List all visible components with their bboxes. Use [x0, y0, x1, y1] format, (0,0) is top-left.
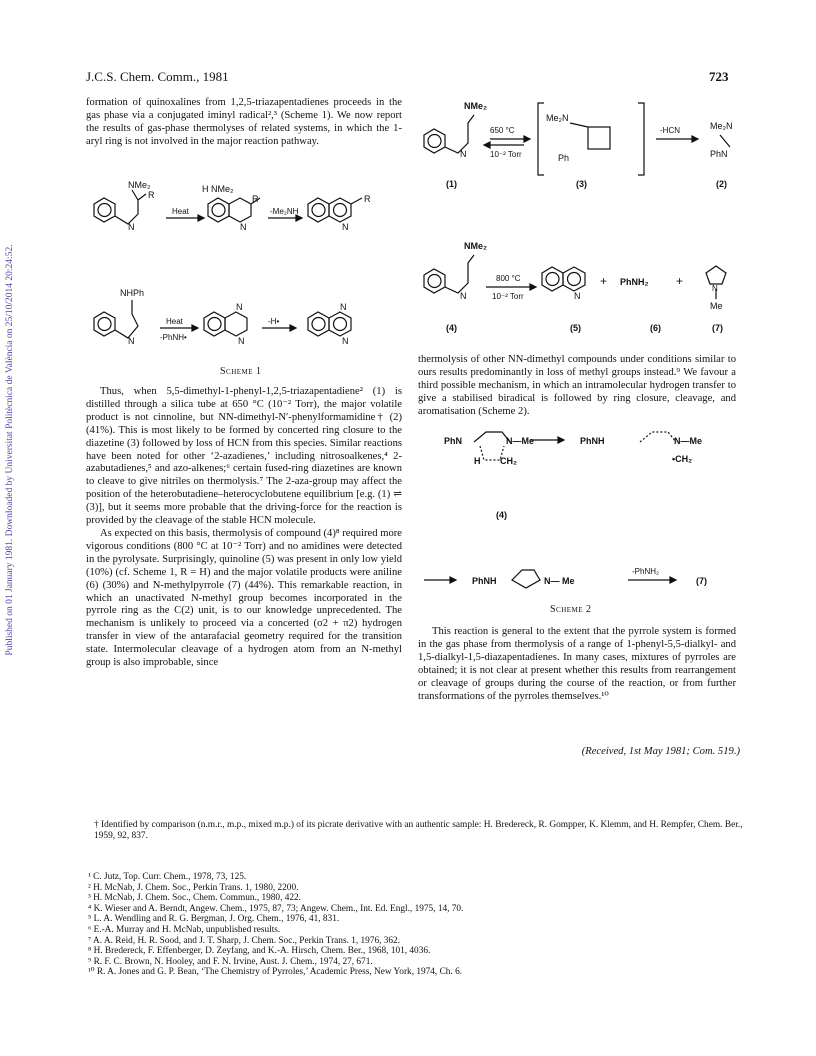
diaza-chain	[445, 255, 474, 293]
scheme-2-diagram	[420, 420, 750, 610]
n-label: N	[128, 336, 135, 346]
aromatic-circle	[312, 318, 325, 331]
benzene-ring	[424, 129, 445, 153]
n-label: N	[460, 291, 467, 301]
phnh2-label: PhNH₂	[620, 277, 649, 287]
pyridine-ring	[563, 267, 585, 291]
intro-paragraph: formation of quinoxalines from 1,2,5-triazapentadienes proceeds in the gas phase via a conjugated iminyl radical²,³ (Scheme 1). We now report the results of gas-phase thermolyses of related systems, in which the 1-aryl ring is not involved in the major reaction pathway.	[86, 97, 402, 147]
phnh-label: PhNH	[580, 436, 605, 446]
pyridine-ring	[329, 198, 351, 222]
compound-3-label: (3)	[576, 179, 587, 189]
minus-phnh-label: -PhNH•	[160, 333, 187, 342]
n-label: N	[128, 222, 135, 232]
plus-sign: +	[676, 274, 684, 288]
scheme-2-label: Scheme 2	[550, 604, 592, 615]
compound-7b-label: (7)	[696, 576, 707, 586]
page-number: 723	[709, 69, 729, 84]
arrow-head	[484, 142, 490, 148]
benzene-ring	[542, 267, 563, 291]
heat-label: Heat	[172, 207, 189, 216]
aromatic-circle	[208, 318, 221, 331]
arrow-head	[558, 437, 564, 443]
compound-4b-label: (4)	[496, 510, 507, 520]
footnote: † Identified by comparison (n.m.r., m.p., mixed m.p.) of its picrate derivative with an authentic sample: H. Bredereck, R. Gompper, K. Klemm, and H. Rempfer, Chem. Ber., 1959, 92, 837.	[94, 820, 743, 842]
n-me-label-b: N— Me	[544, 576, 575, 586]
aromatic-circle	[334, 318, 347, 331]
benzene-ring	[308, 312, 329, 336]
reference-item: ⁶ E.-A. Murray and H. McNab, unpublished results.	[88, 924, 281, 935]
nme2-label: NMe₂	[464, 241, 488, 251]
n-me-label: N—Me	[506, 436, 535, 446]
references-list	[88, 872, 758, 978]
bracket-right	[638, 103, 644, 175]
minus-me2nh-label: -Me₂NH	[270, 207, 299, 216]
ph-label: Ph	[558, 153, 570, 163]
nme2-label: NMe₂	[128, 180, 151, 190]
imine-chain	[115, 200, 138, 224]
reference-item: ¹⁰ R. A. Jones and G. P. Bean, ‘The Chemistry of Pyrroles,’ Academic Press, New York, 1974, Ch. 6.	[88, 967, 463, 978]
reference-item: ⁴ K. Wieser and A. Berndt, Angew. Chem., 1975, 87, 73; Angew. Chem., Int. Ed. Engl., 1975, 14, 70.	[88, 903, 464, 914]
download-sidebar	[2, 180, 18, 720]
cond1-press: 10⁻² Torr	[490, 150, 522, 159]
cond2-press: 10⁻² Torr	[492, 292, 524, 301]
bracket-left	[538, 103, 544, 175]
arrow-head	[530, 284, 536, 290]
aromatic-circle	[212, 204, 225, 217]
aromatic-circle	[312, 204, 325, 217]
aromatic-circle	[546, 273, 559, 286]
bond	[570, 123, 588, 127]
cond2-temp: 800 °C	[496, 274, 521, 283]
dihydropyrrole-ring	[512, 570, 540, 588]
heat-label: Heat	[166, 317, 183, 326]
nme2-label: NMe₂	[464, 101, 488, 111]
journal-header: J.C.S. Chem. Comm., 1981	[86, 69, 229, 84]
reference-item: ² H. McNab, J. Chem. Soc., Perkin Trans. 1, 1980, 2200.	[88, 882, 299, 893]
arrow-head	[198, 215, 204, 221]
n-label: N	[460, 149, 467, 159]
benzene-ring	[208, 198, 229, 222]
pyrrole-ring	[706, 266, 726, 284]
arrow-head	[670, 577, 676, 583]
phnh-label-b: PhNH	[472, 576, 497, 586]
received-date: (Received, 1st May 1981; Com. 519.)	[581, 746, 740, 757]
me-label: Me	[710, 301, 723, 311]
n-label: N	[712, 284, 718, 293]
right-column-para2: This reaction is general to the extent that the pyrrole system is formed in the gas phase from thermolysis of a range of 1-phenyl-5,5-dialkyl- and 1,5-dialkyl-1,5-diazapentadienes. In many cases, mixtures of pyrroles are obtained; it is not clear at present whether this results from rearrangement or cleavage of groups during the course of the reaction, or from further transformations of the pyrroles themselves.¹⁰	[418, 626, 736, 702]
aromatic-circle	[428, 275, 441, 288]
arrow-head	[692, 136, 698, 142]
n-label: N	[236, 302, 243, 312]
amidine-bond	[720, 135, 730, 147]
r-label: R	[364, 194, 371, 204]
n-label: N	[238, 336, 245, 346]
r-bond	[138, 194, 146, 200]
compound-5-label: (5)	[570, 323, 581, 333]
biradical-chain	[640, 432, 676, 442]
arrow-head	[524, 136, 530, 142]
ch2-radical-label: •CH₂	[672, 454, 693, 464]
compound-1-label: (1)	[446, 179, 457, 189]
r-bond	[351, 198, 362, 204]
aromatic-circle	[428, 135, 441, 148]
reference-item: ⁸ H. Bredereck, F. Effenberger, D. Zeyfang, and K.-A. Hirsch, Chem. Ber., 1968, 101, 4036.	[88, 946, 431, 957]
aromatic-circle	[98, 318, 111, 331]
reference-item: ⁷ A. A. Reid, H. R. Sood, and J. T. Sharp, J. Chem. Soc., Perkin Trans. 1, 1976, 362.	[88, 935, 401, 946]
left-column-body: Thus, when 5,5-dimethyl-1-phenyl-1,2,5-triazapentadiene² (1) is distilled through a silica tube at 650 °C (10⁻² Torr), the major volatile product is not cinnoline, but NN-dimethyl-N′-phenylformamidine† (2) (41%). This is most likely to be formed by concerted ring closure to the diazetine (3) followed by loss of HCN from this species. Similar reactions have been noted for other ‘2-azadienes,’ including nitrosoalkenes,⁴ 2-azabutadienes,⁵ and azo-alkenes;⁶ certain fused-ring diazetines are known to cleave to give nitriles on thermolysis.⁷ The 2-aza-group may affect the position of the heterobutadiene–heterocyclobutene equilibrium [e.g. (1) ⇌ (3)], but it seems more probable that the driving-force for the reaction is provided by the cleavage of the stable HCN molecule. As expected on this basis, thermolysis of compound (4)⁸ required more vigorous conditions (800 °C at 10⁻² Torr) and no amidines were detected in the pyrolysate. Surprisingly, quinoline (5) was present in only low yield (10%) (cf. Scheme 1, R = H) and the major volatile products were aniline (6) (30%) and N-methylpyrrole (7) (44%). This remarkable reaction, in which an unactivated N-methyl group becomes incorporated in the pyrrole ring as the C(2) unit, is to our knowledge unprecedented. The mechanism is unlikely to proceed via a concerted (σ2 + π2) hydrogen transfer in view of the antarafacial geometry required for the transition state. Intermolecular cleavage of a hydrogen atom from an N-methyl group is also improbable, since	[86, 386, 402, 669]
h-nme2-label: H NMe₂	[202, 184, 234, 194]
arrow-head	[192, 325, 198, 331]
n-label: N	[342, 222, 349, 232]
benzene-ring	[94, 312, 115, 336]
benzene-ring	[204, 312, 225, 336]
phn-label: PhN	[444, 436, 462, 446]
aromatic-circle	[334, 204, 347, 217]
minus-h-label: -H•	[268, 317, 280, 326]
compound-6-label: (6)	[650, 323, 661, 333]
n-me-label: N—Me	[674, 436, 703, 446]
cond1-temp: 650 °C	[490, 126, 515, 135]
compound-2-label: (2)	[716, 179, 727, 189]
arrow-head	[450, 577, 456, 583]
r-label: R	[148, 190, 155, 200]
reference-item: ³ H. McNab, J. Chem. Soc., Chem. Commun., 1980, 422.	[88, 893, 301, 904]
minus-hcn-label: -HCN	[660, 126, 680, 135]
me2n-label: Me₂N	[710, 121, 733, 131]
scheme-1-label: Scheme 1	[220, 366, 262, 377]
h-label: H	[474, 456, 481, 466]
diene-chain	[474, 432, 510, 442]
n-label: N	[574, 291, 581, 301]
diazetine-ring	[588, 127, 610, 149]
n-label: N	[240, 222, 247, 232]
reference-item: ⁵ L. A. Wendling and R. G. Bergman, J. Org. Chem., 1976, 41, 831.	[88, 914, 340, 925]
n-label: N	[342, 336, 349, 346]
scheme-1-diagram	[80, 170, 410, 380]
compound-4-label: (4)	[446, 323, 457, 333]
benzene-ring	[94, 198, 115, 222]
sidebar-text: Published on 01 January 1981. Downloaded by Universitat Politècnica de València on 25/10/2014 20:24:52.	[5, 244, 15, 656]
aromatic-circle	[568, 273, 581, 286]
r-label: R	[252, 194, 259, 204]
benzene-ring	[424, 269, 445, 293]
phn-label: PhN	[710, 149, 728, 159]
pyrazine-ring	[329, 312, 351, 336]
ch2-label: CH₂	[500, 456, 517, 466]
scheme-reactions-right	[420, 95, 750, 350]
reference-item: ¹ C. Jutz, Top. Curr. Chem., 1978, 73, 125.	[88, 872, 247, 882]
plus-sign: +	[600, 274, 608, 288]
aromatic-circle	[98, 204, 111, 217]
arrow-head	[290, 325, 296, 331]
diaza-chain	[115, 300, 138, 338]
reference-item: ⁹ R. F. C. Brown, N. Hooley, and F. N. Irvine, Aust. J. Chem., 1974, 27, 671.	[88, 956, 373, 967]
radical-ring	[225, 312, 247, 336]
minus-phnh2-label: -PhNH₂	[632, 567, 660, 576]
benzene-ring	[308, 198, 329, 222]
bond	[132, 190, 138, 200]
diaza-chain	[445, 115, 474, 153]
n-label: N	[340, 302, 347, 312]
dihydro-ring	[229, 198, 251, 222]
compound-7-label: (7)	[712, 323, 723, 333]
right-column-para1: thermolysis of other NN-dimethyl compounds under conditions similar to ours results predominantly in loss of methyl groups instead.⁹ We favour a third possible mechanism, in which an intramolecular hydrogen transfer to give a stabilised biradical is followed by ring closure, cleavage, and aromatisation (Scheme 2).	[418, 354, 736, 417]
nhph-label: NHPh	[120, 288, 145, 298]
me2n-label: Me₂N	[546, 113, 569, 123]
